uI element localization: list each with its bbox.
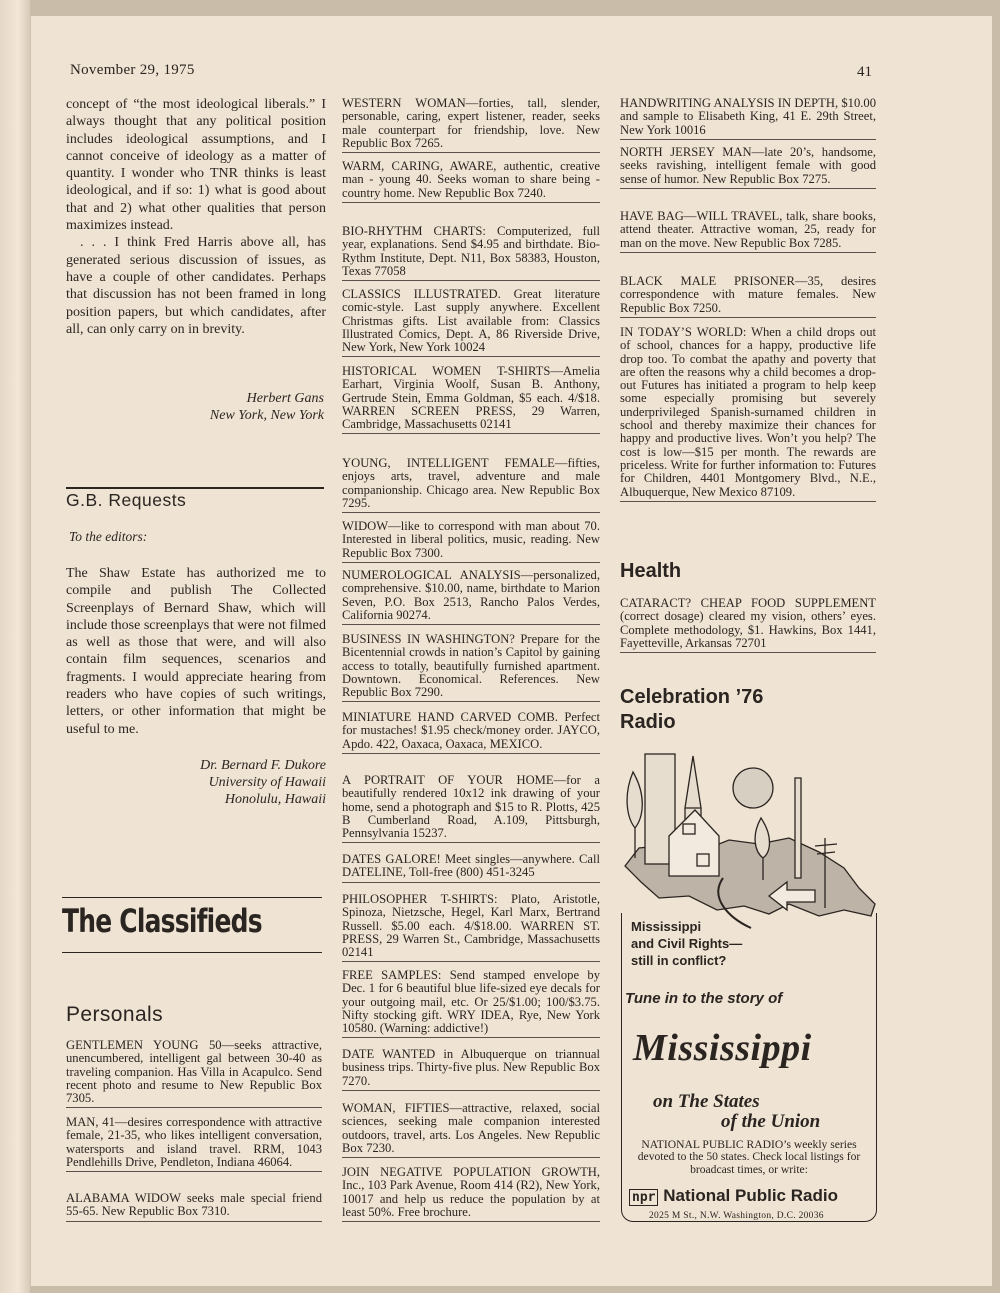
classified-ad: PHILOSOPHER T-SHIRTS: Plato, Aristotle, Spinoza, Nietzsche, Hegel, Karl Marx, Bertrand Russell. $5.00 each. 4/$18.00. WARREN ST. PRESS, 29 Warren St., Cambridge, Massachusetts 02141: [342, 893, 600, 962]
classifieds-rule-bottom: [62, 952, 322, 953]
classified-ad: NORTH JERSEY MAN—late 20’s, handsome, seeks ravishing, intelligent female with good sense of humor. New Republic Box 7275.: [620, 146, 876, 189]
letter-paragraph: . . . I think Fred Harris above all, has generated serious discussion of issues, as have a couple of other candidates. Perhaps that discussion has not been framed in long position papers, but which candidates, after all, can only carry on in brevity.: [66, 235, 326, 337]
classified-ad: WESTERN WOMAN—forties, tall, slender, personable, caring, expert listener, reader, seeks male counterpart for friendship, love. New Republic Box 7265.: [342, 97, 600, 153]
signature-place: Honolulu, Hawaii: [224, 792, 326, 807]
previous-page-edge: [0, 0, 30, 1293]
npr-question-line: still in conflict?: [631, 953, 727, 968]
classified-ad: HANDWRITING ANALYSIS IN DEPTH, $10.00 and sample to Elisabeth King, 41 E. 29th Street, New York 10016: [620, 97, 876, 140]
classifieds-title: The Classifieds: [62, 902, 262, 940]
npr-question: [631, 918, 742, 969]
npr-logo: [629, 1186, 838, 1206]
tree-shape: [627, 772, 642, 858]
npr-logo-mark: npr: [629, 1189, 658, 1206]
classified-ad: CATARACT? CHEAP FOOD SUPPLEMENT (correct dosage) cleared my vision, others’ eyes. Complete methodology, $1. Hawkins, Box 1441, Fayetteville, Arkansas 72701: [620, 597, 876, 653]
npr-question-line: Mississippi: [631, 919, 702, 934]
letter-herbert-gans: [66, 96, 326, 338]
signature-org: University of Hawaii: [208, 775, 326, 790]
classified-ad: HISTORICAL WOMEN T-SHIRTS—Amelia Earhart, Virginia Woolf, Susan B. Anthony, Gertrude Stein, Emma Goldman, $5 each. 4/$18. WARREN SCREEN PRESS, 29 Warren, Cambridge, Massachusetts 02141: [342, 365, 600, 434]
classified-ad: BUSINESS IN WASHINGTON? Prepare for the Bicentennial crowds in nation’s Capitol by gaining access to totally, beautifully furnished apartment. Downtown. Economical. References. New Republic Box 7290.: [342, 633, 600, 702]
signature-name: Dr. Bernard F. Dukore: [200, 758, 326, 773]
classified-ad: JOIN NEGATIVE POPULATION GROWTH, Inc., 103 Park Avenue, Room 414 (R2), New York, 10017 and help us reduce the population by at least 50%. Free brochure.: [342, 1166, 600, 1222]
sun-shape: [733, 768, 773, 808]
classified-ad: BLACK MALE PRISONER—35, desires correspondence with mature females. New Republic Box 7250.: [620, 275, 876, 318]
tower-shape: [795, 778, 801, 878]
npr-subtitle-line2: of the Union: [721, 1111, 821, 1132]
classified-ad: MAN, 41—desires correspondence with attractive female, 21-35, who likes intelligent conversation, watersports and island travel. RRM, 1043 Pendlehills Drive, Pendleton, Indiana 46064.: [66, 1116, 322, 1172]
page-number: 41: [857, 64, 872, 80]
classified-ad: ALABAMA WIDOW seeks male special friend 55-65. New Republic Box 7310.: [66, 1192, 322, 1222]
personals-heading: Personals: [66, 1003, 163, 1026]
npr-question-line: and Civil Rights—: [631, 936, 743, 951]
classified-ad: DATES GALORE! Meet singles—anywhere. Call DATELINE, Toll-free (800) 451-3245: [342, 853, 600, 883]
letter-signature: [120, 390, 324, 424]
classified-ad: WARM, CARING, AWARE, authentic, creative man - young 40. Seeks woman to share being - country home. New Republic Box 7240.: [342, 160, 600, 203]
celebration-heading-line2: Radio: [620, 711, 676, 733]
npr-advertisement: [619, 748, 877, 1225]
classified-ad: NUMEROLOGICAL ANALYSIS—personalized, comprehensive. $10.00, name, birthdate to Marion Seven, P.O. Box 2513, Rancho Palos Verdes, California 90274.: [342, 569, 600, 625]
classified-ad: HAVE BAG—WILL TRAVEL, talk, share books, attend theater. Attractive woman, 25, ready for man on the move. New Republic Box 7285.: [620, 210, 876, 253]
classified-ad: FREE SAMPLES: Send stamped envelope by Dec. 1 for 6 beautiful blue life-sized eye decals for your outgoing mail, etc. Or 25/$1.00; 100/$3.75. Nifty stocking gift. WRY IDEA, Rye, New York 10580. (Warning: addictive!): [342, 969, 600, 1038]
health-heading: Health: [620, 560, 682, 582]
letter-paragraph: concept of “the most ideological liberals.” I always thought that any political position includes ideological assumptions, and I cannot conceive of ideology as a matter of quantity. I wonder who TNR thinks is least ideological, and if so: 1) what is good about that and 2) what other qualities that person maximizes instead.: [66, 97, 326, 234]
celebration-heading-line1: Celebration ’76: [620, 686, 764, 708]
issue-date: November 29, 1975: [70, 62, 195, 78]
gb-requests-body: The Shaw Estate has authorized me to compile and publish The Collected Screenplays of Bernard Shaw, which will include those screenplays that were not filmed as well as those that were, and will also contain film sequences, scenarios and fragments. I would appreciate hearing from readers who have copies of such writings, letters, or other information that might be useful to me.: [66, 566, 326, 737]
classifieds-rule-top: [62, 897, 322, 898]
npr-org-name: National Public Radio: [663, 1186, 838, 1205]
classified-ad: DATE WANTED in Albuquerque on triannual business trips. Thirty-five plus. New Republic Box 7270.: [342, 1048, 600, 1091]
classified-ad: IN TODAY’S WORLD: When a child drops out of school, chances for a happy, productive life drop too. To combat the apathy and poverty that are often the reasons why a child becomes a drop-out Futures has initiated a program to help keep some especially promising but severely underprivileged Spanish-surnamed children in school and thereby maximize their chances for happy and productive lives. Won’t you help? The cost is low—$15 per month. The rewards are priceless. Write for further information to: Futures for Children, 4401 Montgomery Blvd., N.E., Albuquerque, New Mexico 87109.: [620, 326, 876, 502]
classified-ad: YOUNG, INTELLIGENT FEMALE—fifties, enjoys arts, travel, adventure and male companionship. Chicago area. New Republic Box 7295.: [342, 457, 600, 513]
section-rule: [66, 487, 324, 489]
classified-ad: WOMAN, FIFTIES—attractive, relaxed, social sciences, seeking male companion interested outdoors, travel, arts. Los Angeles. New Republic Box 7230.: [342, 1102, 600, 1158]
classified-ad: GENTLEMEN YOUNG 50—seeks attractive, unencumbered, intelligent gal between 30-40 as traveling companion. Has Villa in Acapulco. Send recent photo and resume to New Republic Box 7305.: [66, 1039, 322, 1108]
celebration-heading: [620, 685, 763, 735]
classified-ad: CLASSICS ILLUSTRATED. Great literature comic-style. Last supply anywhere. Excellent Christmas gifts. List available from: Classics Illustrated Comics, Dept. A, 86 Riverside Drive, New York, New York 10024: [342, 288, 600, 357]
npr-description: NATIONAL PUBLIC RADIO’s weekly series devoted to the 50 states. Check local listings for broadcast times, or write:: [637, 1138, 861, 1176]
salutation: To the editors:: [69, 529, 148, 544]
signature-name: Herbert Gans: [246, 391, 324, 406]
npr-tune-in: Tune in to the story of: [625, 990, 783, 1007]
gb-requests-signature: [100, 757, 326, 808]
signature-place: New York, New York: [209, 408, 324, 423]
house-shape: [669, 810, 719, 876]
classified-ad: BIO-RHYTHM CHARTS: Computerized, full year, explanations. Send $4.95 and birthdate. Bio-Rythm Institute, Dept. N11, Box 58383, Houston, Texas 77058: [342, 225, 600, 281]
classified-ad: A PORTRAIT OF YOUR HOME—for a beautifully rendered 10x12 ink drawing of your home, send a photograph and $15 to R. Plotts, 425 B Cumberland Road, A.109, Pittsburgh, Pennsylvania 15237.: [342, 774, 600, 843]
npr-address: 2025 M St., N.W. Washington, D.C. 20036: [649, 1211, 824, 1221]
npr-subtitle-line1: on The States: [653, 1091, 760, 1112]
gb-requests-title: G.B. Requests: [66, 490, 187, 510]
npr-program-title: Mississippi: [633, 1027, 812, 1069]
classified-ad: WIDOW—like to correspond with man about 70. Interested in liberal politics, music, reading. New Republic Box 7300.: [342, 520, 600, 563]
classified-ad: MINIATURE HAND CARVED COMB. Perfect for mustaches! $1.95 check/money order. JAYCO, Apdo. 422, Oaxaca, Oaxaca, MEXICO.: [342, 711, 600, 754]
